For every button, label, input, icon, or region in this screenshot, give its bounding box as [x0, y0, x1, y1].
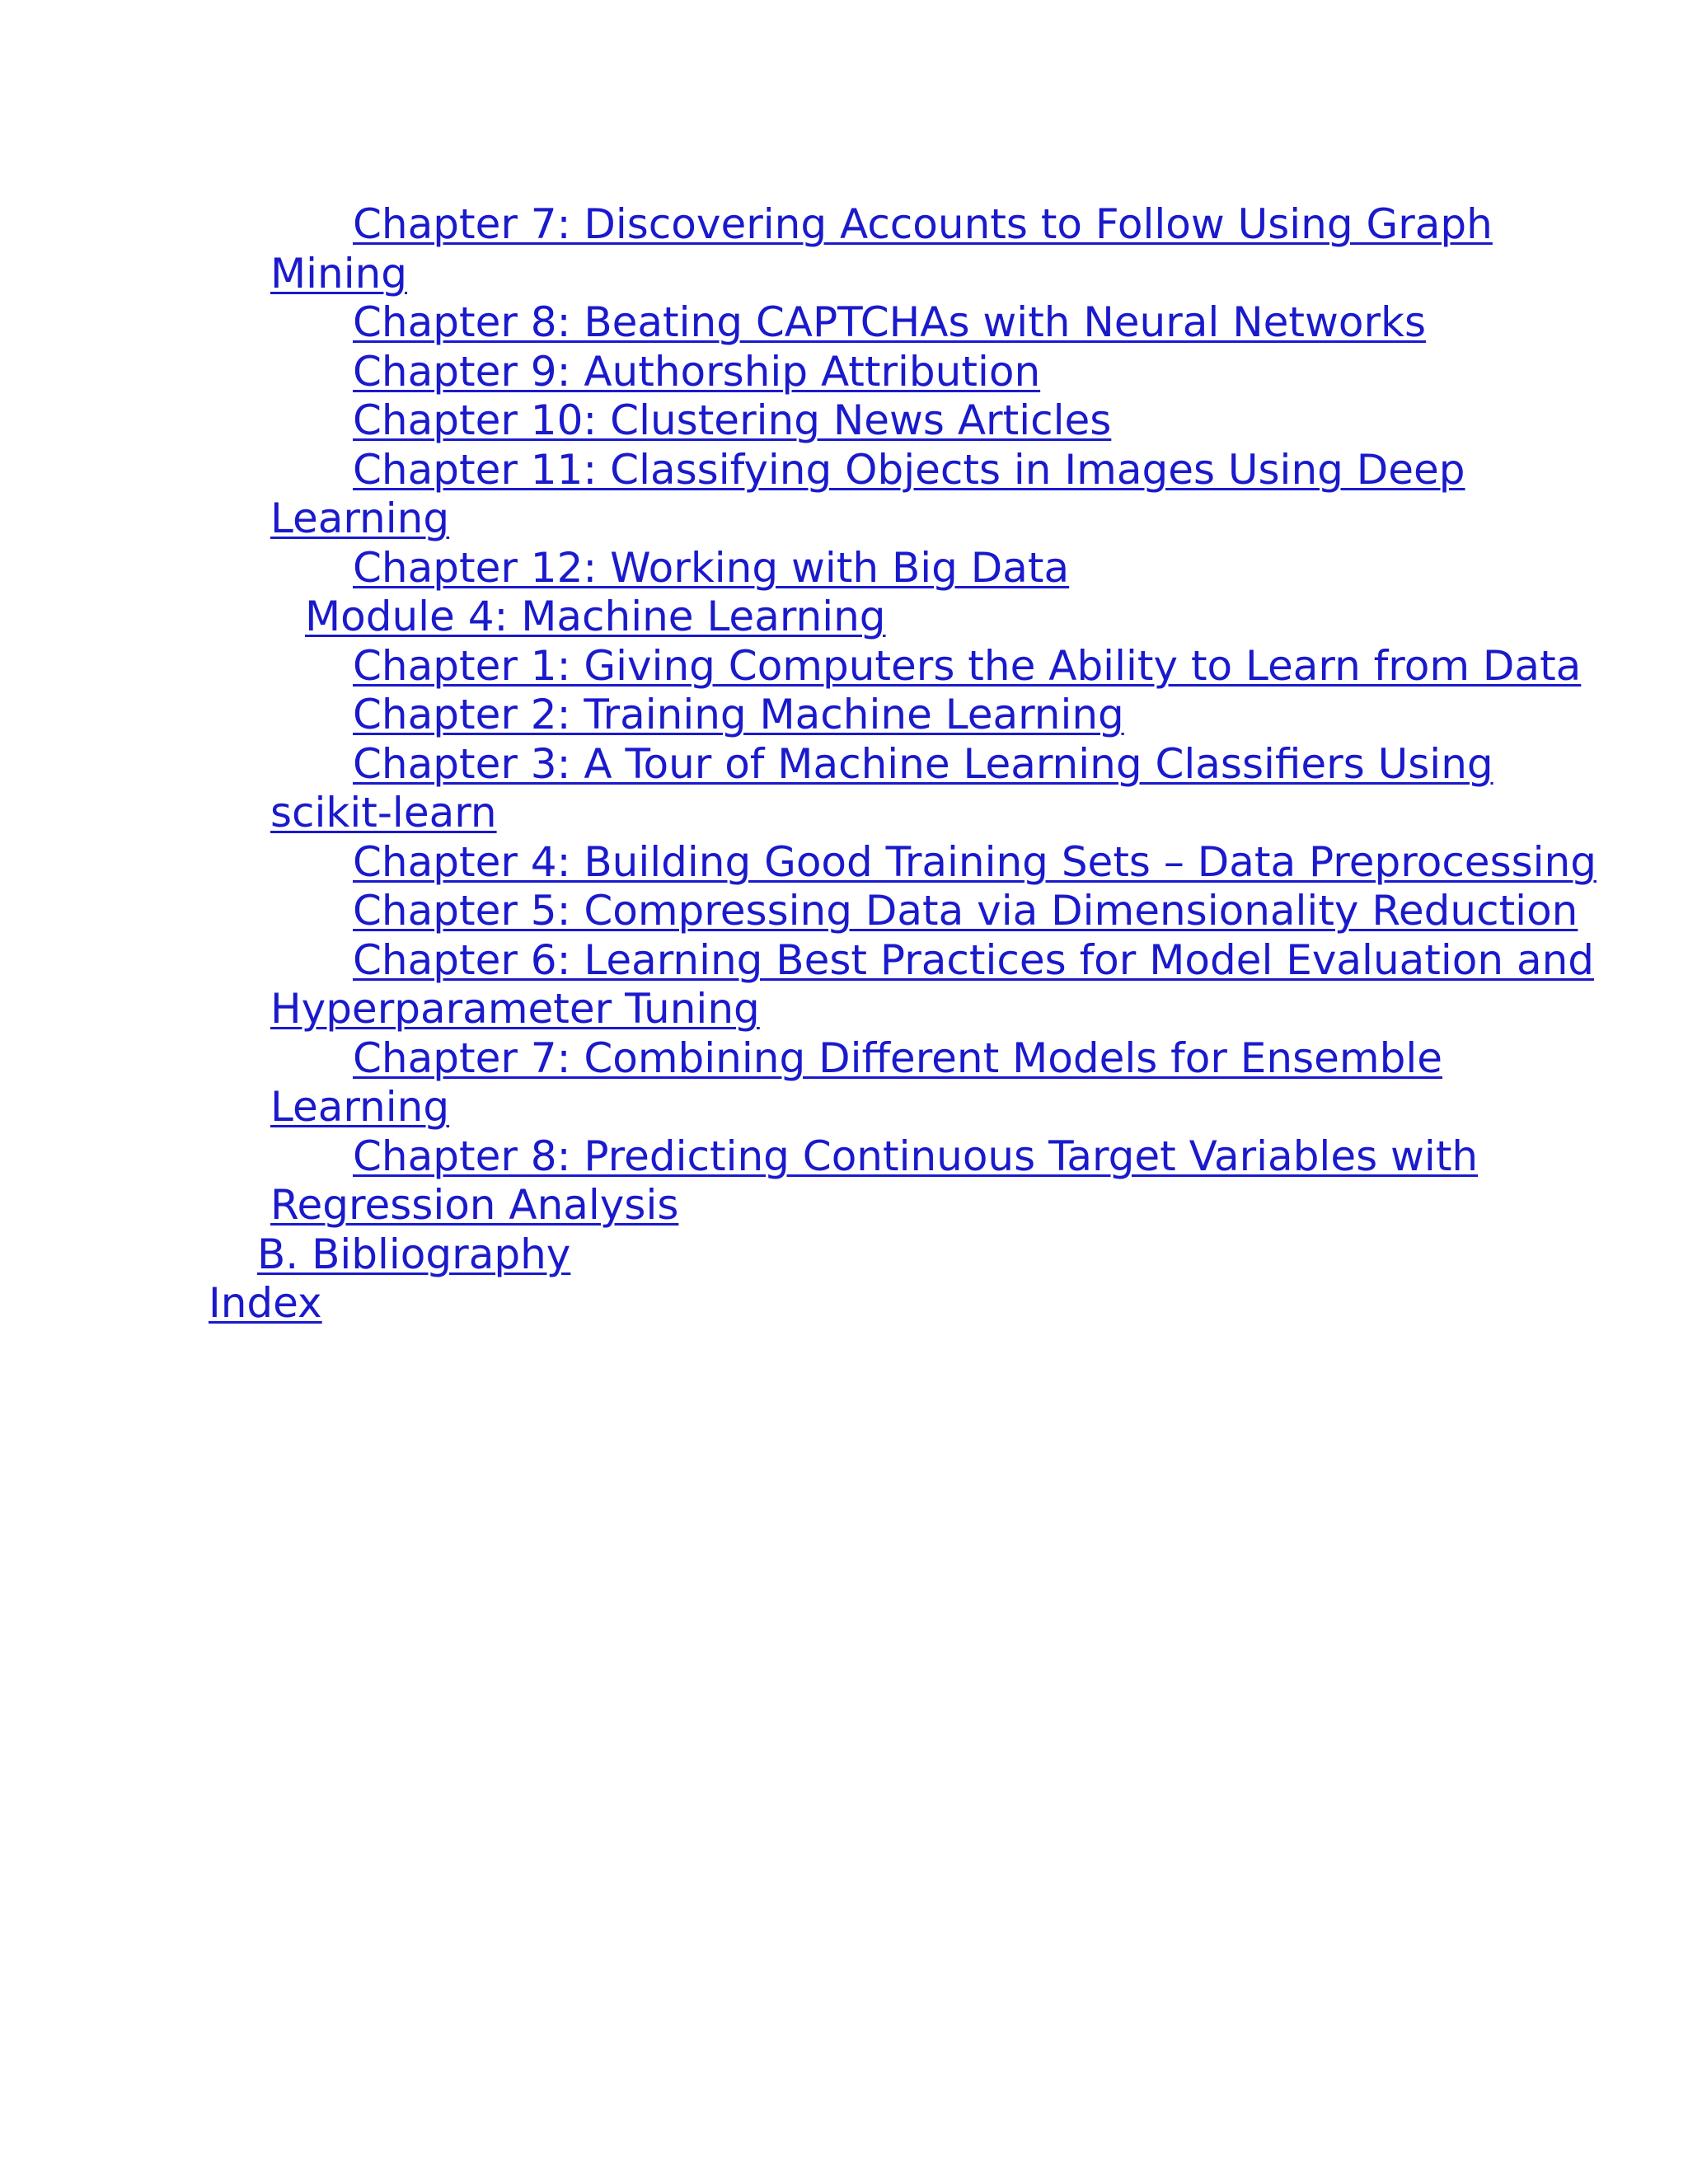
- toc-entry-m3-chapter-12: [0, 544, 1688, 593]
- toc-link-m3-chapter-9[interactable]: Chapter 9: Authorship Attribution: [353, 347, 1041, 396]
- toc-link-m3-chapter-8[interactable]: Chapter 8: Beating CAPTCHAs with Neural Networks: [353, 298, 1427, 346]
- toc-link-m3-chapter-7-continued[interactable]: Mining: [270, 249, 408, 298]
- toc-entry-m3-chapter-7: [0, 200, 1688, 250]
- toc-entry-m4-chapter-7: [0, 1034, 1688, 1084]
- toc-link-m4-chapter-5[interactable]: Chapter 5: Compressing Data via Dimensionality Reduction: [353, 887, 1578, 935]
- toc-entry-m4-chapter-8-continued: [0, 1181, 1688, 1230]
- toc-link-m3-chapter-10[interactable]: Chapter 10: Clustering News Articles: [353, 396, 1112, 444]
- toc-entry-m4-chapter-2: [0, 691, 1688, 740]
- toc-link-m4-chapter-4[interactable]: Chapter 4: Building Good Training Sets – Data Preprocessing: [353, 837, 1597, 886]
- toc-entry-m3-chapter-11: [0, 446, 1688, 495]
- toc-link-m4-chapter-8-continued[interactable]: Regression Analysis: [270, 1181, 679, 1229]
- toc-link-m4-chapter-3[interactable]: Chapter 3: A Tour of Machine Learning Classifiers Using: [353, 739, 1493, 788]
- toc-entry-m3-chapter-9: [0, 348, 1688, 397]
- toc-entry-m4-chapter-6: [0, 936, 1688, 986]
- toc-entry-m4-chapter-4: [0, 838, 1688, 888]
- toc-entry-m4-chapter-1: [0, 642, 1688, 691]
- toc-entry-m4-chapter-8: [0, 1132, 1688, 1182]
- toc-entry-m3-chapter-11-continued: [0, 494, 1688, 544]
- toc-entry-m4-chapter-7-continued: [0, 1083, 1688, 1132]
- toc-entry-m4-chapter-5: [0, 887, 1688, 936]
- toc-entry-m3-chapter-10: [0, 396, 1688, 446]
- table-of-contents: [0, 200, 1688, 1329]
- toc-entry-m4-chapter-6-continued: [0, 985, 1688, 1034]
- toc-link-m4-chapter-8[interactable]: Chapter 8: Predicting Continuous Target Variables with: [353, 1132, 1479, 1180]
- toc-entry-m3-chapter-8: [0, 298, 1688, 348]
- toc-link-m4-chapter-2[interactable]: Chapter 2: Training Machine Learning: [353, 691, 1124, 738]
- toc-link-m4-chapter-7-continued[interactable]: Learning: [270, 1083, 450, 1131]
- toc-link-m4-chapter-6-continued[interactable]: Hyperparameter Tuning: [270, 985, 760, 1033]
- toc-entry-m3-chapter-7-continued: [0, 250, 1688, 299]
- toc-link-bibliography[interactable]: B. Bibliography: [257, 1230, 571, 1278]
- toc-link-m3-chapter-11[interactable]: Chapter 11: Classifying Objects in Images Using Deep: [353, 445, 1465, 494]
- toc-link-module-4[interactable]: Module 4: Machine Learning: [305, 593, 886, 640]
- toc-link-m4-chapter-7[interactable]: Chapter 7: Combining Different Models for Ensemble: [353, 1033, 1442, 1082]
- toc-link-m4-chapter-3-continued[interactable]: scikit-learn: [270, 789, 497, 837]
- toc-entry-bibliography: [0, 1230, 1688, 1280]
- toc-entry-m4-chapter-3: [0, 740, 1688, 790]
- toc-link-m4-chapter-1[interactable]: Chapter 1: Giving Computers the Ability to Learn from Data: [353, 641, 1582, 690]
- toc-link-index[interactable]: Index: [209, 1279, 322, 1327]
- toc-entry-index: [0, 1279, 1688, 1329]
- toc-entry-m4-chapter-3-continued: [0, 789, 1688, 838]
- toc-link-m3-chapter-12[interactable]: Chapter 12: Working with Big Data: [353, 543, 1070, 592]
- toc-link-m3-chapter-7[interactable]: Chapter 7: Discovering Accounts to Follow Using Graph: [353, 200, 1493, 248]
- toc-link-m3-chapter-11-continued[interactable]: Learning: [270, 494, 450, 542]
- toc-link-m4-chapter-6[interactable]: Chapter 6: Learning Best Practices for Model Evaluation and: [353, 935, 1595, 984]
- toc-entry-module-4: [0, 593, 1688, 642]
